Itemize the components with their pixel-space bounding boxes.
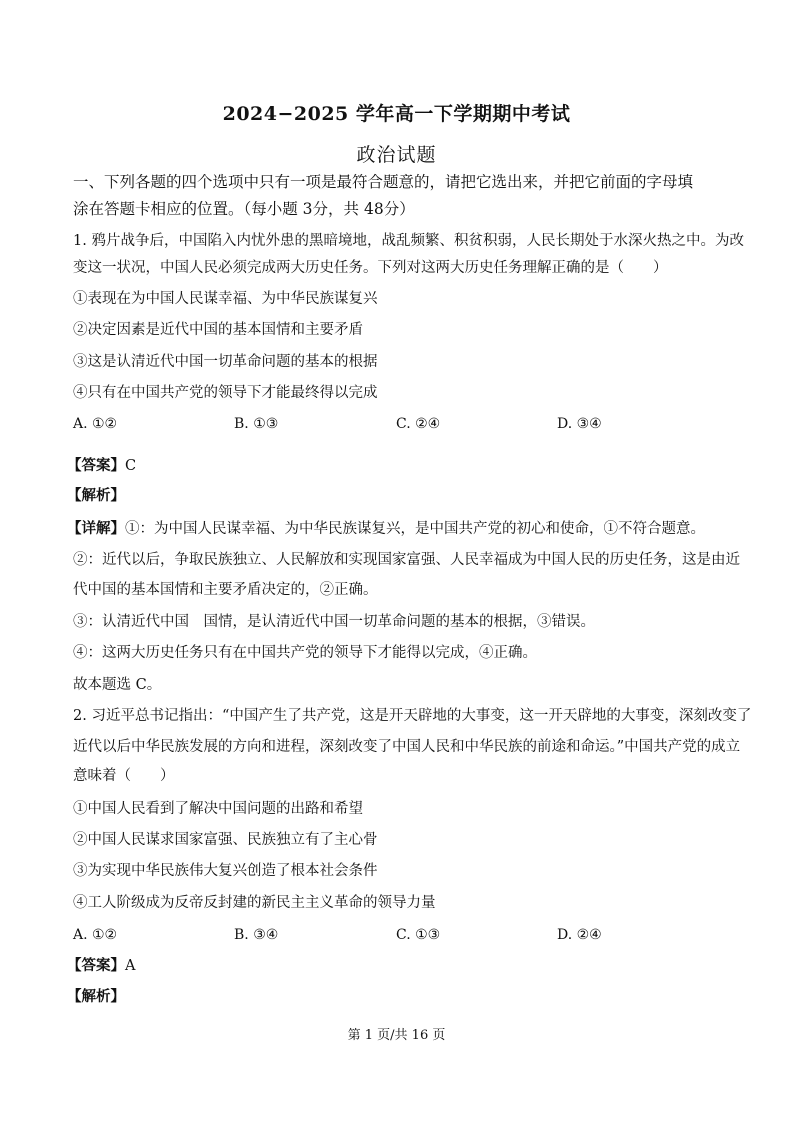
q1-option-c: C. ②④ [396,416,441,432]
q2-option-d: D. ②④ [557,927,602,943]
q2-option-b: B. ③④ [234,927,279,943]
q1-conclusion: 故本题选 C。 [73,677,162,693]
q1-detail-text-1: ①：为中国人民谋幸福、为中华民族谋复兴，是中国共产党的初心和使命，①不符合题意。 [125,521,705,537]
q2-answer-tag: 【答案】 [67,957,125,974]
q1-detail-line-1 [67,519,722,539]
q1-stem-line-2: 变这一状况，中国人民必须完成两大历史任务。下列对这两大历史任务理解正确的是（ ） [73,260,668,276]
q2-stem-line-2: 近代以后中华民族发展的方向和进程，深刻改变了中国人民和中华民族的前途和命运。”中国共产党的成立 [73,739,741,755]
page-subtitle: 政治试题 [356,144,437,166]
section-instruction-line-1: 一、下列各题的四个选项中只有一项是最符合题意的，请把它选出来，并把它前面的字母填 [73,173,694,191]
q1-item-4: ④只有在中国共产党的领导下才能最终得以完成 [73,385,378,401]
q1-option-d: D. ③④ [557,416,602,432]
q2-item-3: ③为实现中华民族伟大复兴创造了根本社会条件 [73,863,378,879]
q1-analysis-tag: 【解析】 [67,487,125,504]
q2-stem-line-3: 意味着（ ） [73,768,175,784]
q1-detail-line-2: ②：近代以后，争取民族独立、人民解放和实现国家富强、人民幸福成为中国人民的历史任务，这是由近 [73,552,740,568]
q1-item-2: ②决定因素是近代中国的基本国情和主要矛盾 [73,322,363,338]
q1-answer-tag: 【答案】 [67,457,125,474]
q1-stem-line-1: 1. 鸦片战争后，中国陷入内忧外患的黑暗境地，战乱频繁、积贫积弱，人民长期处于水深火热之中。为改 [73,233,744,249]
q2-item-4: ④工人阶级成为反帝反封建的新民主主义革命的领导力量 [73,895,436,911]
q1-detail-line-4: ③：认清近代中国 国情，是认清近代中国一切革命问题的基本的根据，③错误。 [73,614,595,630]
q2-answer-value: A [125,958,136,974]
q2-option-c: C. ①③ [396,927,441,943]
page-title: 2024−2025 学年高一下学期期中考试 [222,103,571,125]
q2-item-1: ①中国人民看到了解决中国问题的出路和希望 [73,801,363,817]
page-footer: 第 1 页/共 16 页 [347,1028,446,1043]
section-instruction-line-2: 涂在答题卡相应的位置。（每小题 3分，共 48分） [73,200,415,218]
q2-stem-line-1: 2. 习近平总书记指出：“中国产生了共产党，这是开天辟地的大事变，这一开天辟地的大事变，深刻改变了 [73,708,752,724]
q1-option-a: A. ①② [73,416,118,432]
q1-answer [67,456,722,476]
q1-detail-line-3: 代中国的基本国情和主要矛盾决定的，②正确。 [73,582,378,598]
q1-item-3: ③这是认清近代中国一切革命问题的基本的根据 [73,354,378,370]
q2-answer [67,956,722,976]
q1-detail-tag: 【详解】 [67,520,125,537]
q2-item-2: ②中国人民谋求国家富强、民族独立有了主心骨 [73,832,378,848]
q1-item-1: ①表现在为中国人民谋幸福、为中华民族谋复兴 [73,291,378,307]
q1-option-b: B. ①③ [234,416,279,432]
q1-answer-value: C [125,458,137,474]
q2-option-a: A. ①② [73,927,118,943]
q2-analysis-tag: 【解析】 [67,988,125,1005]
q1-detail-line-5: ④：这两大历史任务只有在中国共产党的领导下才能得以完成，④正确。 [73,645,537,661]
